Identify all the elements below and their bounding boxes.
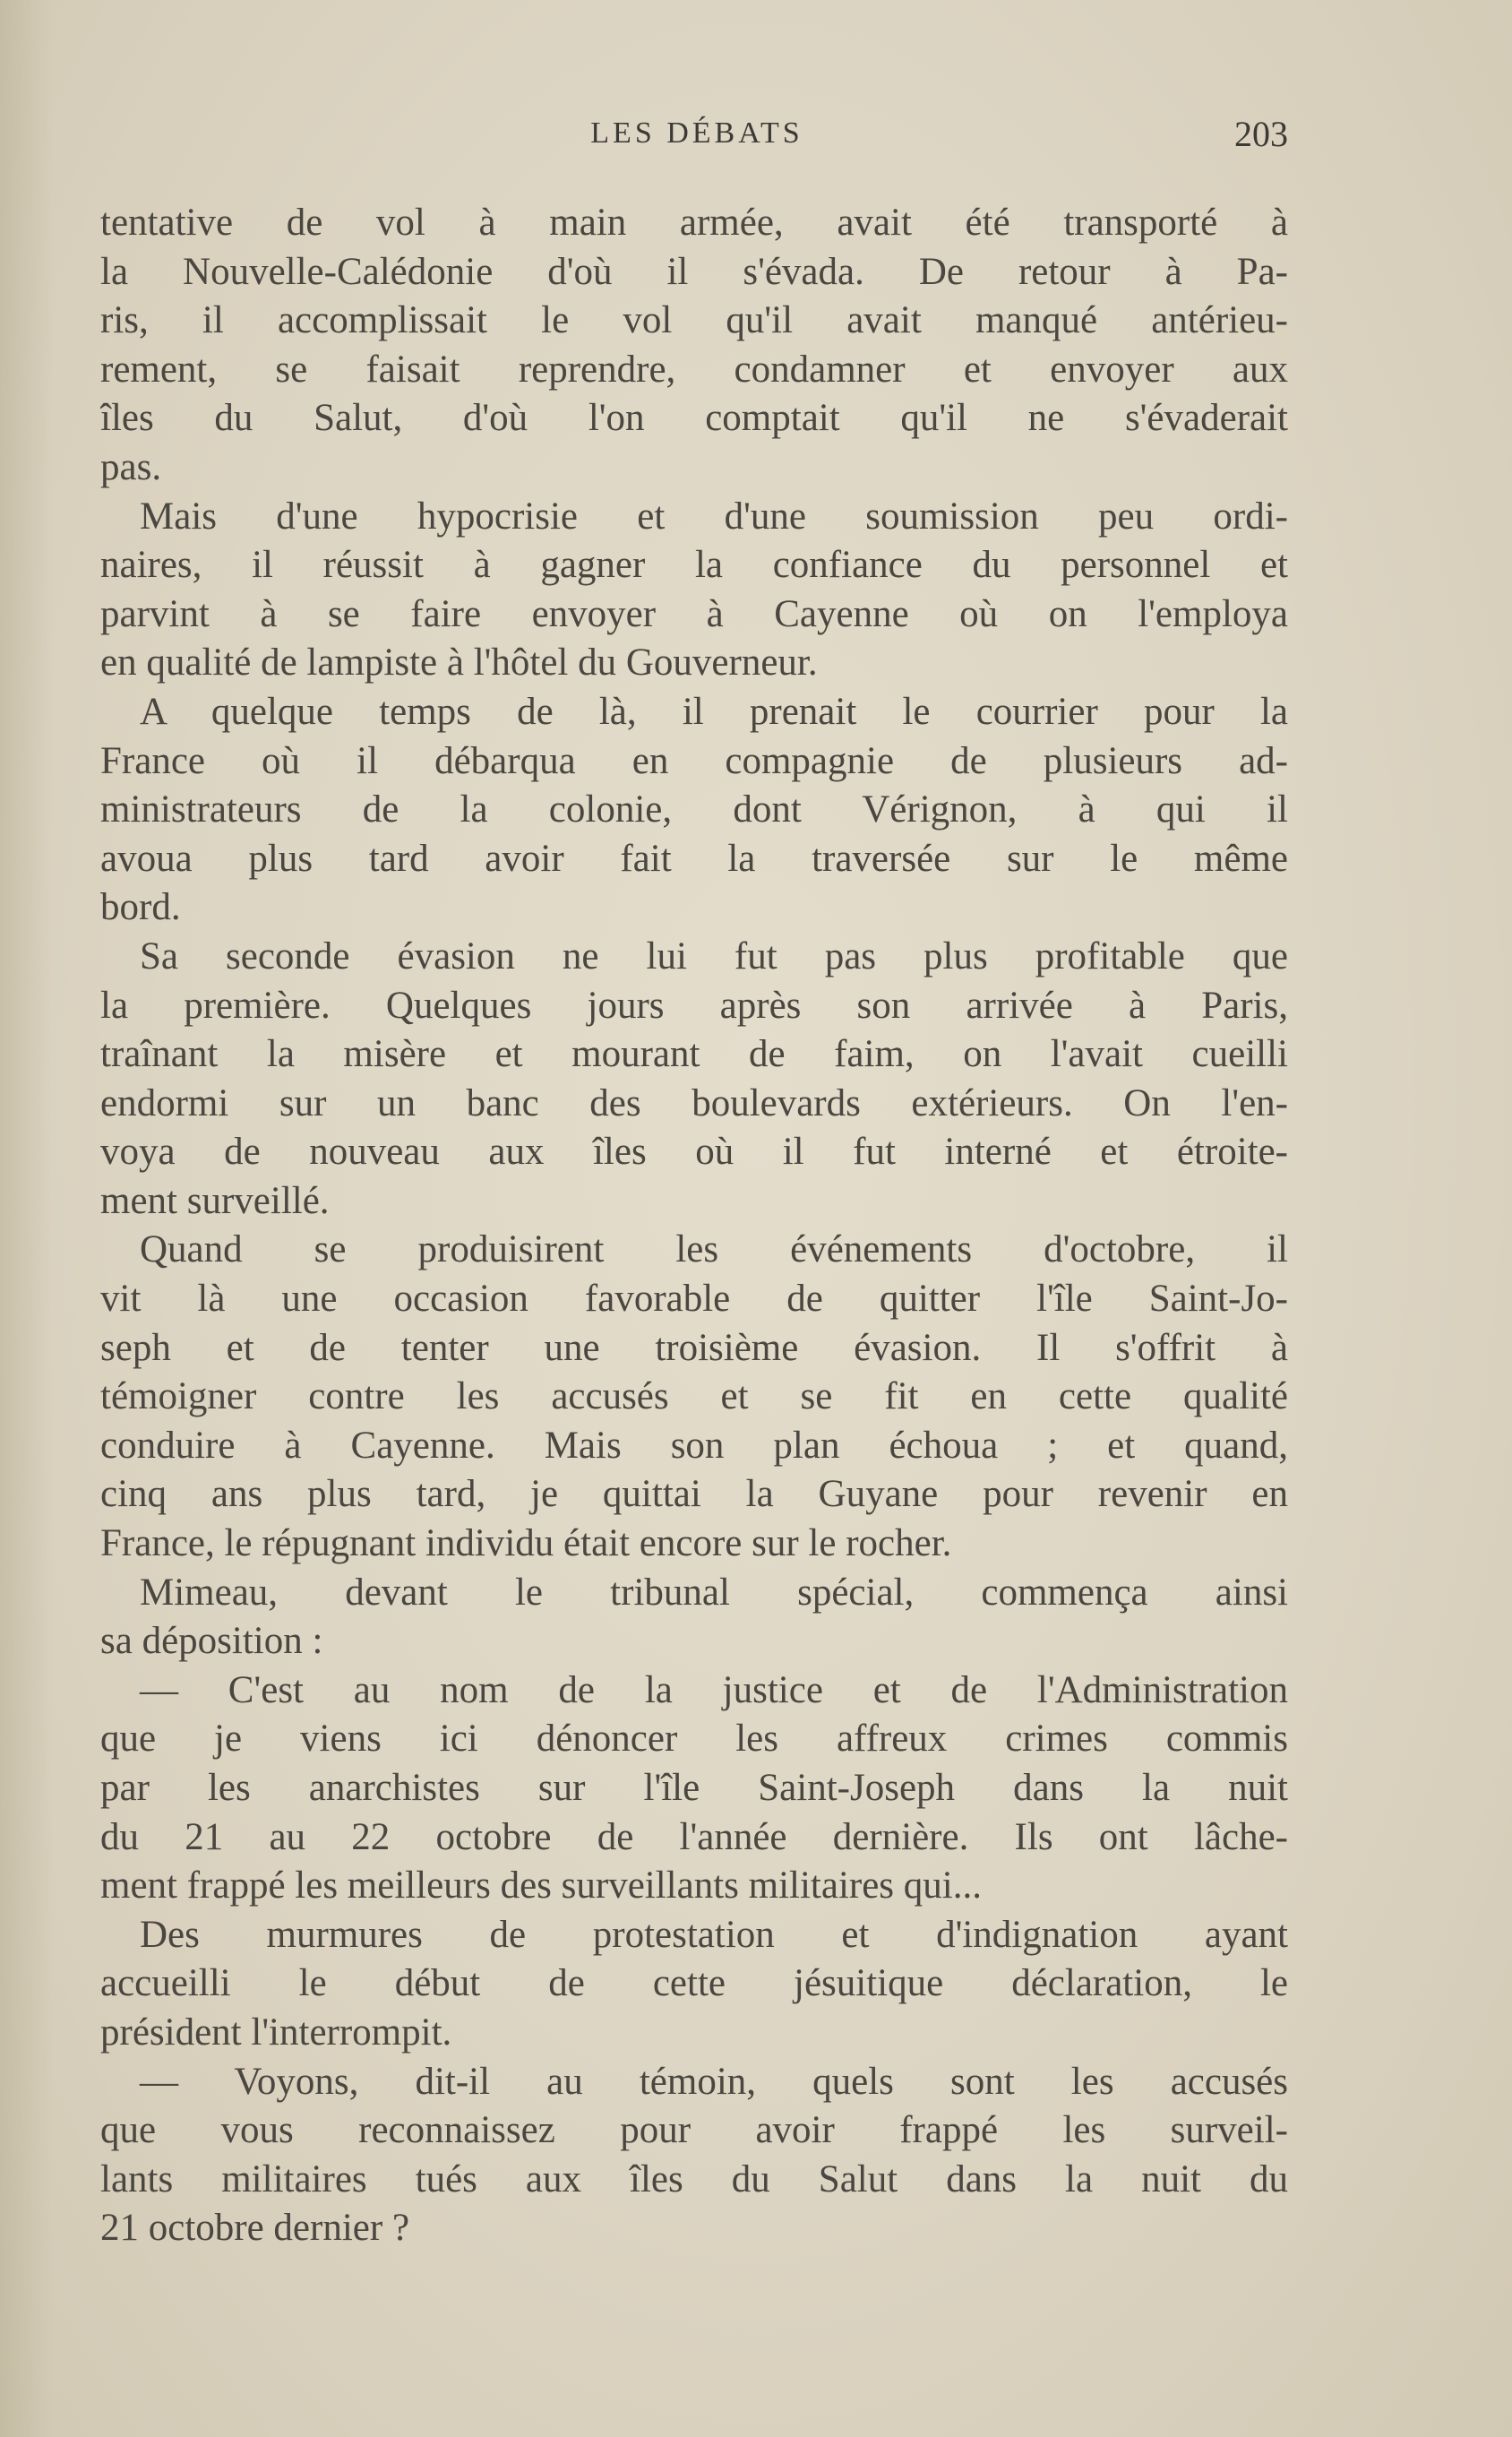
text-line: ment frappé les meilleurs des surveillants militaires qui... (100, 1864, 982, 1907)
text-line: rement, se faisait reprendre, condamner et envoyer aux (100, 348, 1288, 391)
text-line: en qualité de lampiste à l'hôtel du Gouverneur. (100, 642, 818, 685)
text-line: Sa seconde évasion ne lui fut pas plus profitable que (140, 934, 1288, 977)
text-line: la Nouvelle-Calédonie d'où il s'évada. De retour à Pa- (100, 250, 1288, 293)
text-line: sa déposition : (100, 1620, 323, 1663)
text-line: vit là une occasion favorable de quitter l'île Saint-Jo- (100, 1278, 1288, 1321)
text-line: France, le répugnant individu était encore sur le rocher. (100, 1522, 952, 1565)
text-line: 21 octobre dernier ? (100, 2207, 410, 2250)
text-line: voya de nouveau aux îles où il fut interné et étroite- (100, 1131, 1288, 1174)
text-line: conduire à Cayenne. Mais son plan échoua ; et quand, (100, 1424, 1288, 1467)
text-line: accueilli le début de cette jésuitique déclaration, le (100, 1962, 1288, 2005)
text-line: endormi sur un banc des boulevards extérieurs. On l'en- (100, 1081, 1288, 1124)
text-line: que je viens ici dénoncer les affreux crimes commis (100, 1718, 1288, 1761)
text-line: parvint à se faire envoyer à Cayenne où on l'employa (100, 592, 1288, 635)
text-line: du 21 au 22 octobre de l'année dernière. Ils ont lâche- (100, 1815, 1288, 1858)
body-text (100, 199, 1288, 2253)
text-line: France où il débarqua en compagnie de plusieurs ad- (100, 739, 1288, 782)
text-line: — C'est au nom de la justice et de l'Administration (140, 1668, 1288, 1711)
text-line: Mimeau, devant le tribunal spécial, commença ainsi (140, 1571, 1288, 1614)
text-line: — Voyons, dit-il au témoin, quels sont les accusés (140, 2060, 1288, 2103)
text-line: pas. (100, 445, 162, 488)
text-line: seph et de tenter une troisième évasion. Il s'offrit à (100, 1326, 1288, 1369)
text-line: Mais d'une hypocrisie et d'une soumission peu ordi- (140, 495, 1288, 538)
text-line: Des murmures de protestation et d'indignation ayant (140, 1913, 1288, 1956)
text-line: avoua plus tard avoir fait la traversée sur le même (100, 837, 1288, 880)
text-line: lants militaires tués aux îles du Salut dans la nuit du (100, 2157, 1288, 2200)
text-line: A quelque temps de là, il prenait le courrier pour la (140, 690, 1288, 733)
page-number: 203 (1234, 114, 1288, 154)
text-line: ris, il accomplissait le vol qu'il avait manqué antérieu- (100, 299, 1288, 342)
text-line: tentative de vol à main armée, avait été transporté à (100, 202, 1288, 244)
text-line: président l'interrompit. (100, 2011, 452, 2054)
text-line: bord. (100, 886, 181, 929)
text-line: par les anarchistes sur l'île Saint-Joseph dans la nuit (100, 1767, 1288, 1809)
text-line: la première. Quelques jours après son arrivée à Paris, (100, 984, 1288, 1027)
text-line: témoigner contre les accusés et se fit en cette qualité (100, 1375, 1288, 1418)
page-header (106, 113, 1288, 167)
text-line: ministrateurs de la colonie, dont Vérignon, à qui il (100, 788, 1288, 831)
running-title: LES DÉBATS (590, 116, 803, 150)
text-line: traînant la misère et mourant de faim, on l'avait cueilli (100, 1033, 1288, 1076)
text-line: que vous reconnaissez pour avoir frappé les surveil- (100, 2109, 1288, 2152)
text-line: naires, il réussit à gagner la confiance du personnel et (100, 544, 1288, 587)
text-line: Quand se produisirent les événements d'octobre, il (140, 1228, 1288, 1271)
text-line: îles du Salut, d'où l'on comptait qu'il ne s'évaderait (100, 397, 1288, 440)
text-line: cinq ans plus tard, je quittai la Guyane pour revenir en (100, 1473, 1288, 1516)
text-line: ment surveillé. (100, 1179, 330, 1222)
